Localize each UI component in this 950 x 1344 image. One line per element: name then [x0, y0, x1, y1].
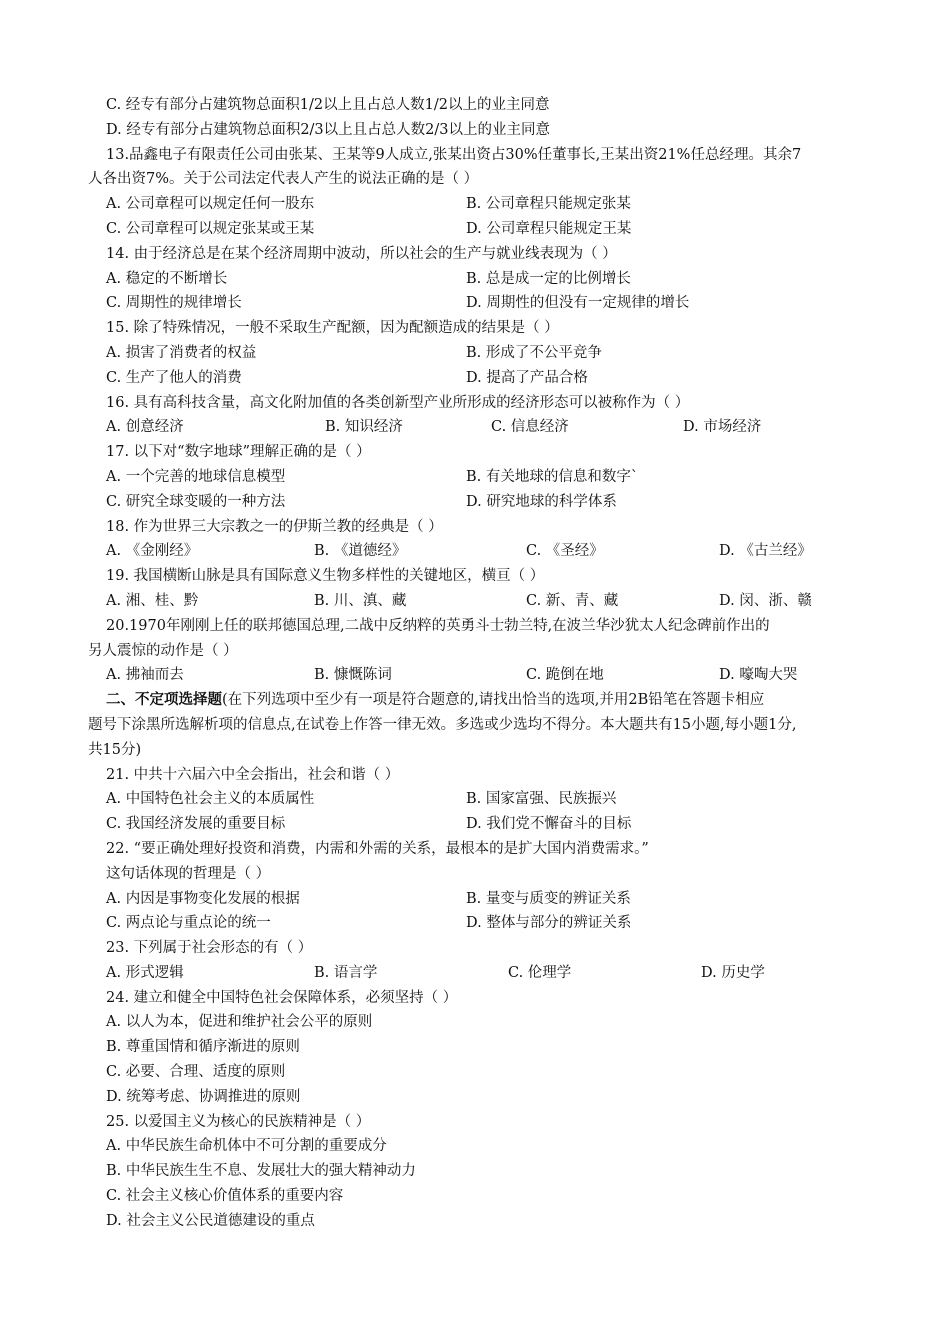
text-continuation	[0, 713, 950, 738]
option-row-four	[0, 415, 950, 440]
question-stem	[0, 316, 950, 341]
option-d: D. 历史学	[701, 964, 765, 981]
option-row	[0, 911, 950, 936]
question-text: 19. 我国横断山脉是具有国际意义生物多样性的关键地区，横亘（ ）	[106, 568, 545, 585]
option-row	[0, 341, 950, 366]
line-text: A. 中华民族生命机体中不可分割的重要成分	[106, 1138, 387, 1155]
line-text: B. 尊重国情和循序渐进的原则	[106, 1039, 300, 1056]
option-d: D. 嚎啕大哭	[719, 667, 798, 684]
option-a: C. 公司章程可以规定张某或王某	[106, 220, 315, 237]
exam-page	[0, 93, 950, 1234]
option-b: D. 提高了产品合格	[466, 369, 588, 386]
question-text: 21. 中共十六届六中全会指出，社会和谐（ ）	[106, 766, 400, 783]
option-row	[0, 267, 950, 292]
section-instructions: (在下列选项中至少有一项是符合题意的,请找出恰当的选项,并用2B铅笔在答题卡相应	[222, 692, 765, 709]
option-a: A. 一个完善的地球信息模型	[106, 468, 286, 485]
option-a: C. 我国经济发展的重要目标	[106, 816, 286, 833]
option-b: D. 整体与部分的辨证关系	[466, 915, 632, 932]
option-c: C. 新、青、藏	[526, 592, 619, 609]
line-text: C. 经专有部分占建筑物总面积1/2以上且占总人数1/2以上的业主同意	[106, 97, 550, 113]
option-c: C. 伦理学	[508, 964, 572, 981]
option-line	[0, 1010, 950, 1035]
option-row-four	[0, 539, 950, 564]
option-d: D. 市场经济	[683, 419, 762, 436]
option-b: B. 语言学	[314, 964, 378, 981]
text-continuation	[0, 738, 950, 763]
question-stem	[0, 440, 950, 465]
option-c: C. 《圣经》	[526, 543, 604, 560]
option-b: D. 研究地球的科学体系	[466, 493, 617, 510]
option-b: B. 公司章程只能规定张某	[466, 196, 631, 213]
question-text: 20.1970年刚刚上任的联邦德国总理,二战中反纳粹的英勇斗士勃兰特,在波兰华沙犹太人纪念碑前作出的	[106, 617, 770, 634]
continuation-text: 另人震惊的动作是（ ）	[88, 642, 238, 659]
option-b: B. 川、滇、藏	[314, 592, 407, 609]
question-stem	[0, 763, 950, 788]
option-b: D. 我们党不懈奋斗的目标	[466, 816, 632, 833]
option-b: B. 有关地球的信息和数字`	[466, 468, 639, 485]
line-text: D. 统筹考虑、协调推进的原则	[106, 1088, 301, 1105]
option-row	[0, 217, 950, 242]
option-line	[0, 1159, 950, 1184]
option-line	[0, 1035, 950, 1060]
option-b: B. 总是成一定的比例增长	[466, 270, 631, 287]
line-text: D. 社会主义公民道德建设的重点	[106, 1212, 315, 1229]
option-line	[0, 1085, 950, 1110]
line-text: 这句话体现的哲理是（ ）	[106, 865, 271, 882]
option-line	[0, 1060, 950, 1085]
question-stem	[0, 515, 950, 540]
line-text: C. 社会主义核心价值体系的重要内容	[106, 1188, 344, 1205]
option-a: A. 创意经济	[106, 419, 184, 436]
option-b: D. 公司章程只能规定王某	[466, 220, 632, 237]
option-row	[0, 787, 950, 812]
continuation-text: 人各出资7%。关于公司法定代表人产生的说法正确的是（ ）	[88, 171, 479, 188]
option-a: A. 损害了消费者的权益	[106, 344, 257, 361]
option-a: A. 中国特色社会主义的本质属性	[106, 791, 315, 808]
option-line	[0, 1184, 950, 1209]
option-b: B. 《道德经》	[314, 543, 407, 560]
question-text: 16. 具有高科技含量，高文化附加值的各类创新型产业所形成的经济形态可以被称作为（ ）	[106, 394, 690, 411]
option-b: B. 慷慨陈词	[314, 667, 392, 684]
option-a: A. 公司章程可以规定任何一股东	[106, 196, 315, 213]
question-text: 23. 下列属于社会形态的有（ ）	[106, 940, 313, 957]
question-text: 24. 建立和健全中国特色社会保障体系，必须坚持（ ）	[106, 989, 458, 1006]
question-text: 18. 作为世界三大宗教之一的伊斯兰教的经典是（ ）	[106, 518, 443, 535]
option-a: A. 拂袖而去	[106, 667, 184, 684]
option-b: B. 知识经济	[325, 419, 403, 436]
continuation-text: 题号下涂黑所选解析项的信息点,在试卷上作答一律无效。多选或少选均不得分。本大题共有15小题,每小题1分,	[88, 716, 797, 733]
question-stem	[0, 564, 950, 589]
option-row-four	[0, 589, 950, 614]
option-row	[0, 812, 950, 837]
question-text: 17. 以下对“数字地球”理解正确的是（ ）	[106, 444, 371, 461]
option-row	[0, 887, 950, 912]
option-a: C. 两点论与重点论的统一	[106, 915, 271, 932]
section-header	[0, 688, 950, 713]
option-a: A. 湘、桂、黔	[106, 592, 199, 609]
option-a: C. 生产了他人的消费	[106, 369, 242, 386]
option-row	[0, 192, 950, 217]
option-a: A. 内因是事物变化发展的根据	[106, 890, 300, 907]
option-a: A. 形式逻辑	[106, 964, 184, 981]
text-continuation	[0, 639, 950, 664]
option-a: C. 研究全球变暖的一种方法	[106, 493, 286, 510]
option-row	[0, 291, 950, 316]
question-stem	[0, 391, 950, 416]
text-continuation	[0, 167, 950, 192]
option-row-four	[0, 961, 950, 986]
question-stem	[0, 986, 950, 1011]
option-line	[0, 1209, 950, 1234]
option-d: D. 闵、浙、赣	[719, 592, 812, 609]
line-text: C. 必要、合理、适度的原则	[106, 1064, 286, 1081]
option-b: D. 周期性的但没有一定规律的增长	[466, 295, 690, 312]
question-stem	[0, 614, 950, 639]
option-row-four	[0, 663, 950, 688]
option-d: D. 《古兰经》	[719, 543, 812, 560]
option-line	[0, 93, 950, 118]
option-row	[0, 465, 950, 490]
continuation-text: 共15分)	[88, 741, 142, 758]
option-c: C. 跪倒在地	[526, 667, 604, 684]
section-title: 二、不定项选择题	[106, 691, 222, 709]
option-line	[0, 118, 950, 143]
line-text: B. 中华民族生生不息、发展壮大的强大精神动力	[106, 1163, 416, 1180]
question-text: 13.品鑫电子有限责任公司由张某、王某等9人成立,张某出资占30%任董事长,王某出资21%任总经理。其余7	[106, 146, 802, 163]
option-c: C. 信息经济	[491, 419, 569, 436]
option-a: C. 周期性的规律增长	[106, 295, 242, 312]
option-row	[0, 366, 950, 391]
question-text: 14. 由于经济总是在某个经济周期中波动，所以社会的生产与就业线表现为（ ）	[106, 245, 617, 262]
question-text: 25. 以爱国主义为核心的民族精神是（ ）	[106, 1113, 371, 1130]
option-row	[0, 490, 950, 515]
line-text: D. 经专有部分占建筑物总面积2/3以上且占总人数2/3以上的业主同意	[106, 121, 550, 138]
question-text: 22. “要正确处理好投资和消费，内需和外需的关系，最根本的是扩大国内消费需求。”	[106, 840, 649, 857]
question-text: 15. 除了特殊情况，一般不采取生产配额，因为配额造成的结果是（ ）	[106, 320, 559, 337]
question-stem	[0, 1110, 950, 1135]
option-line	[0, 862, 950, 887]
question-stem	[0, 936, 950, 961]
option-b: B. 量变与质变的辨证关系	[466, 890, 631, 907]
question-stem	[0, 143, 950, 168]
question-stem	[0, 837, 950, 862]
option-a: A. 《金刚经》	[106, 543, 199, 560]
option-a: A. 稳定的不断增长	[106, 270, 228, 287]
line-text: A. 以人为本，促进和维护社会公平的原则	[106, 1014, 373, 1031]
question-stem	[0, 242, 950, 267]
option-b: B. 国家富强、民族振兴	[466, 791, 617, 808]
option-b: B. 形成了不公平竞争	[466, 344, 602, 361]
option-line	[0, 1134, 950, 1159]
